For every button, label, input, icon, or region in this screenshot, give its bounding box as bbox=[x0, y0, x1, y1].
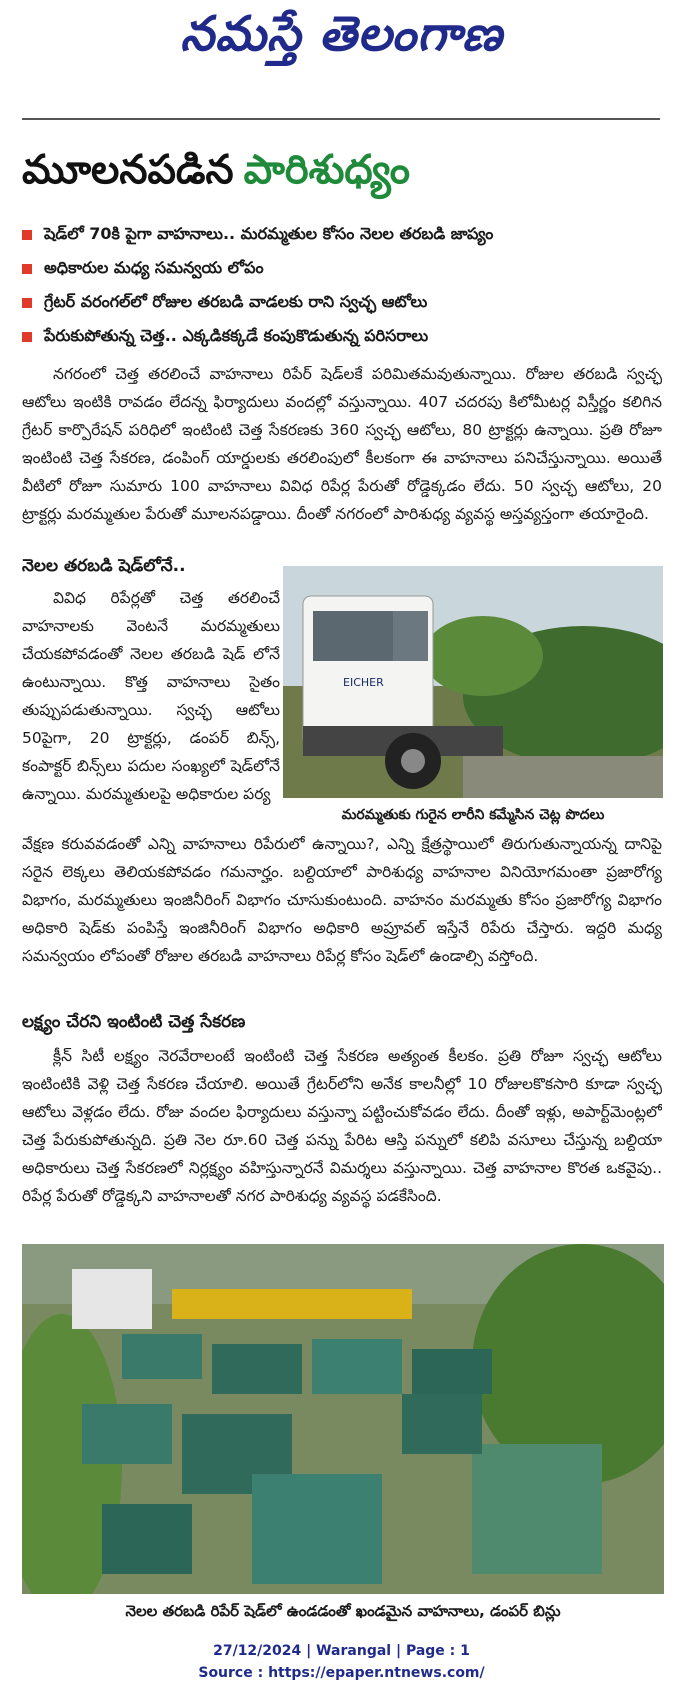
highlight-item: గ్రేటర్ వరంగల్‌లో రోజుల తరబడి వాడలకు రాని స్వచ్ఛ ఆటోలు bbox=[22, 286, 662, 320]
page-footer bbox=[0, 1640, 683, 1684]
subheading-shed: నెలల తరబడి షెడ్‌లోనే.. bbox=[22, 556, 186, 576]
bullet-square-icon bbox=[22, 332, 32, 342]
highlights-list bbox=[22, 218, 662, 354]
bullet-square-icon bbox=[22, 230, 32, 240]
photo-caption: నెలల తరబడి రిపేర్ షెడ్‌లో ఉండడంతో ఖండమైన వాహనాలు, డంపర్ బిన్లు bbox=[125, 1602, 561, 1620]
masthead bbox=[0, 0, 683, 80]
subheading-collection: లక్ష్యం చేరని ఇంటింటి చెత్త సేకరణ bbox=[22, 1012, 246, 1032]
collection-paragraph: క్లీన్ సిటీ లక్ష్యం నెరవేరాలంటే ఇంటింటి చెత్త సేకరణ అత్యంత కీలకం. ప్రతి రోజూ స్వచ్ఛ ఆటోలు ఇంటింటికి వెళ్లి చెత్త సేకరణ చేయాలి. అయితే గ్రేటర్‌లోని అనేక కాలనీల్లో 10 రోజులకొకసారి కూడా స్వచ్ఛ ఆటోలు వెళ్లడం లేదు. రోజు వందల ఫిర్యాదులు వస్తున్నా పట్టించుకోవడం లేదు. దీంతో ఇళ్లు, అపార్ట్‌మెంట్లలో చెత్త పేరుకుపోతున్నది. ప్రతి నెల రూ.60 చెత్త పన్ను పేరిట ఆస్తి పన్నులో కలిపి వసూలు చేస్తున్న బల్దియా అధికారులు చెత్త సేకరణలో నిర్లక్ష్యం వహిస్తున్నారనే విమర్శలు వస్తున్నాయి. చెత్త వాహనాల కొరత ఒకవైపు.. రిపేర్ల పేరుతో రోడ్డెక్కని వాహనాలతో నగర పారిశుధ్య వ్యవస్థ పడకేసింది. bbox=[22, 1047, 662, 1205]
intro-paragraph: నగరంలో చెత్త తరలించే వాహనాలు రిపేర్ షెడ్‌లకే పరిమితమవుతున్నాయి. రోజుల తరబడి స్వచ్ఛ ఆటోలు ఇంటికి రావడం లేదన్న ఫిర్యాదులు వందల్లో వస్తున్నాయి. 407 చదరపు కిలోమీటర్ల విస్తీర్ణం కలిగిన గ్రేటర్ కార్పొరేషన్ పరిధిలో ఇంటింటి చెత్త సేకరణకు 360 స్వచ్ఛ ఆటోలు, 80 ట్రాక్టర్లు ఉన్నాయి. ప్రతి రోజూ ఇంటింటి చెత్త సేకరణ, డంపింగ్ యార్డులకు తరలింపులో కీలకంగా ఈ వాహనాలు పనిచేస్తున్నాయి. అయితే వీటిలో రోజూ సుమారు 100 వాహనాలు వివిధ రిపేర్ల పేరుతో రోడ్డెక్కడం లేదు. 50 స్వచ్ఛ ఆటోలు, 20 ట్రాక్టర్లు మరమ్మతుల పేరుతో మూలనపడ్డాయి. దీంతో నగరంలో పారిశుధ్య వ్యవస్థ అస్తవ్యస్తంగా తయారైంది. bbox=[22, 365, 662, 523]
truck-photo bbox=[283, 566, 663, 798]
bullet-square-icon bbox=[22, 298, 32, 308]
highlight-item: అధికారుల మధ్య సమన్వయ లోపం bbox=[22, 252, 662, 286]
divider bbox=[22, 118, 660, 120]
svg-text:EICHER: EICHER bbox=[343, 676, 384, 689]
highlight-item: షెడ్‌లో 70కి పైగా వాహనాలు.. మరమ్మతుల కోసం నెలల తరబడి జాప్యం bbox=[22, 218, 662, 252]
shed-paragraph: వివిధ రిపేర్లతో చెత్త తరలించే వాహనాలకు వెంటనే మరమ్మతులు చేయకపోవడంతో నెలల తరబడి షెడ్ లోనే ఉంటున్నాయి. కొత్త వాహనాలు సైతం తుప్పుపడుతున్నాయి. స్వచ్ఛ ఆటోలు 50పైగా, 20 ట్రాక్టర్లు, డంపర్ బిన్స్, కంపాక్టర్ బిన్స్‌లు పదుల సంఖ్యలో షెడ్‌లోనే ఉన్నాయి. మరమ్మతులపై అధికారుల పర్య bbox=[22, 589, 280, 803]
highlight-item: పేరుకుపోతున్న చెత్త.. ఎక్కడికక్కడే కంపుకొడుతున్న పరిసరాలు bbox=[22, 320, 662, 354]
shed-paragraph-continued: వేక్షణ కరువవడంతో ఎన్ని వాహనాలు రిపేరులో ఉన్నాయి?, ఎన్ని క్షేత్రస్థాయిలో తిరుగుతున్నాయన్న దానిపై సరైన లెక్కలు తెలియకపోవడం గమనార్హం. బల్దియాలో పారిశుధ్య వాహనాల వినియోగమంతా ప్రజారోగ్య విభాగం, మరమ్మతులు ఇంజినీరింగ్ విభాగం చూసుకుంటుంది. వాహనం మరమ్మతు కోసం ప్రజారోగ్య విభాగం అధికారి షెడ్‌కు పంపిస్తే ఇంజినీరింగ్ విభాగం అధికారి అప్రూవల్ ఇస్తేనే రిపేరు చేస్తారు. ఇద్దరి మధ్య సమన్వయం లోపంతో రోజుల తరబడి వాహనాలు రిపేర్ల కోసం షెడ్‌లో ఉండాల్సి వస్తోంది. bbox=[22, 835, 662, 965]
bullet-square-icon bbox=[22, 264, 32, 274]
photo-caption: మరమ్మతుకు గురైన లారీని కమ్మేసిన చెట్ల పొదలు bbox=[341, 807, 605, 823]
source-link[interactable]: Source : https://epaper.ntnews.com/ bbox=[198, 1665, 485, 1681]
headline bbox=[22, 140, 662, 210]
edition-info: 27/12/2024 | Warangal | Page : 1 bbox=[213, 1643, 470, 1659]
headline-part2: పారిశుధ్యం bbox=[243, 147, 411, 193]
newspaper-logo: నమస్తే తెలంగాణ bbox=[180, 6, 503, 62]
dumper-bins-photo bbox=[22, 1244, 664, 1594]
headline-part1: మూలనపడిన bbox=[22, 147, 234, 193]
